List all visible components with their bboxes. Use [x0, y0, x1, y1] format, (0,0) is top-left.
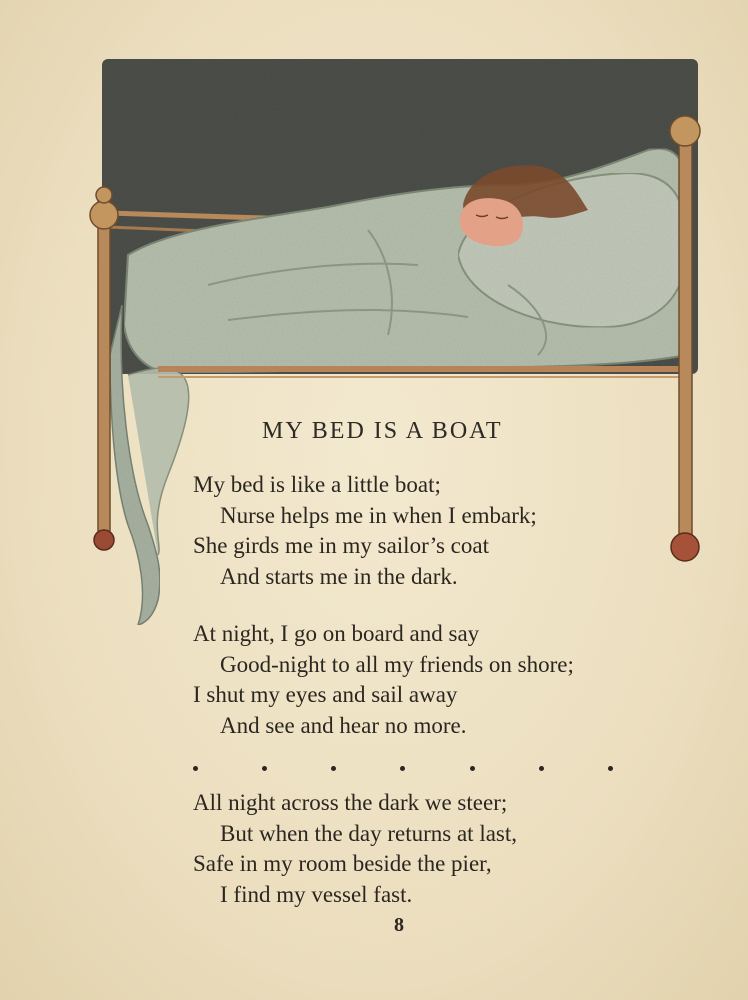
poem-body — [193, 470, 693, 768]
poem-line: Nurse helps me in when I embark; — [220, 502, 537, 528]
poem-line: Good-night to all my friends on shore; — [220, 651, 574, 677]
divider-dot — [193, 766, 198, 771]
poem-line: But when the day returns at last, — [220, 820, 518, 846]
divider-dot — [608, 766, 613, 771]
poem-line: And see and hear no more. — [220, 712, 467, 738]
divider-dot — [470, 766, 475, 771]
divider-dot — [262, 766, 267, 771]
poem-line: Safe in my room beside the pier, — [193, 851, 492, 876]
stanza-3 — [193, 788, 693, 910]
section-divider-dots — [193, 760, 613, 776]
divider-dot — [539, 766, 544, 771]
stanza-1 — [193, 470, 693, 592]
poem-title: MY BED IS A BOAT — [262, 418, 503, 444]
poem-line: I shut my eyes and sail away — [193, 682, 458, 707]
stanza-2 — [193, 619, 693, 741]
left-bed-post — [98, 195, 110, 545]
poem-line: She girds me in my sailor’s coat — [193, 533, 489, 558]
page-number: 8 — [394, 914, 404, 936]
poem-line: My bed is like a little boat; — [193, 472, 441, 497]
poem-line: And starts me in the dark. — [220, 563, 458, 589]
poem-line: I find my vessel fast. — [220, 881, 413, 907]
poem-line: At night, I go on board and say — [193, 621, 480, 646]
divider-dot — [400, 766, 405, 771]
divider-dot — [331, 766, 336, 771]
poem-line: All night across the dark we steer; — [193, 790, 508, 815]
